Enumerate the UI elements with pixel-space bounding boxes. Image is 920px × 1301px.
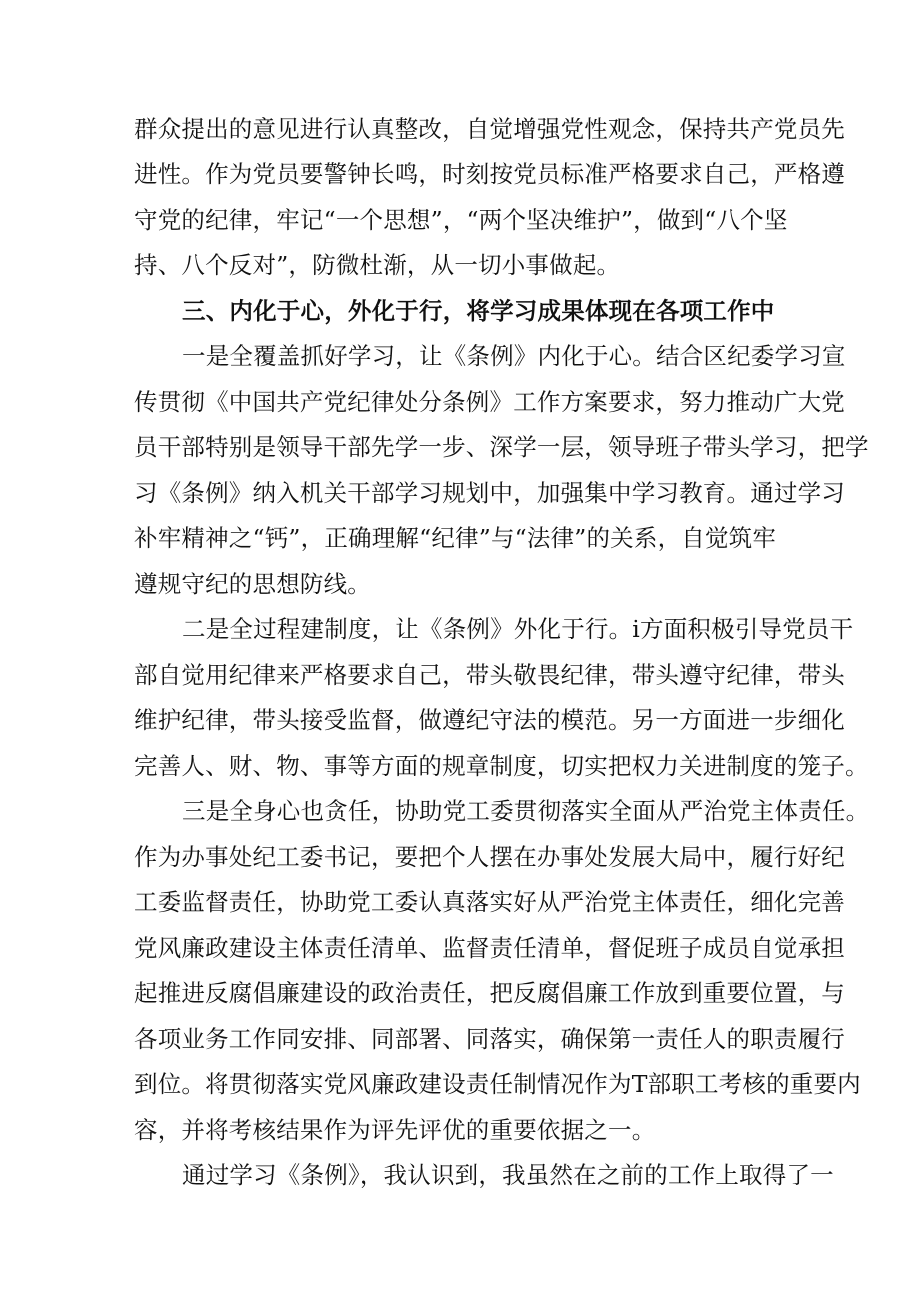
text-line-23: 容，并将考核结果作为评先评优的重要依据之一。 xyxy=(134,1116,656,1144)
text-line-20: 起推进反腐倡廉建设的政治责任，把反腐倡廉工作放到重要位置，与 xyxy=(134,979,845,1007)
text-line-14: 维护纪律，带头接受监督，做遵纪守法的模范。另一方面进一步细化 xyxy=(134,706,845,734)
text-line-11: 遵规守纪的思想防线。 xyxy=(134,570,371,598)
text-line-10: 补牢精神之“钙”，正确理解“纪律”与“法律”的关系，自觉筑牢 xyxy=(134,524,777,552)
text-line-2: 进性。作为党员要警钟长鸣，时刻按党员标准严格要求自己，严格遵 xyxy=(134,160,845,188)
text-line-24: 通过学习《条例》，我认识到，我虽然在之前的工作上取得了一 xyxy=(182,1161,834,1189)
text-line-12: 二是全过程建制度，让《条例》外化于行。i方面积极引导党员干 xyxy=(182,615,854,643)
text-line-8: 员干部特别是领导干部先学一步、深学一层，领导班子带头学习，把学 xyxy=(134,433,869,461)
text-line-13: 部自觉用纪律来严格要求自己，带头敬畏纪律，带头遵守纪律，带头 xyxy=(134,661,845,689)
section-heading: 三、内化于心，外化于行，将学习成果体现在各项工作中 xyxy=(182,297,775,325)
text-line-16: 三是全身心也贪任，协助党工委贯彻落实全面从严治党主体责任。 xyxy=(182,797,870,825)
text-line-4: 持、八个反对”，防微杜渐，从一切小事做起。 xyxy=(134,251,621,279)
text-line-1: 群众提出的意见进行认真整改，自觉增强党性观念，保持共产党员先 xyxy=(134,115,845,143)
text-line-18: 工委监督责任，协助党工委认真落实好从严治党主体责任，细化完善 xyxy=(134,888,845,916)
text-line-7: 传贯彻《中国共产党纪律处分条例》工作方案要求，努力推动广大党 xyxy=(134,388,845,416)
text-line-9: 习《条例》纳入机关干部学习规划中，加强集中学习教育。通过学习 xyxy=(134,479,845,507)
text-line-15: 完善人、财、物、事等方面的规章制度，切实把权力关进制度的笼子。 xyxy=(134,752,869,780)
text-line-19: 党风廉政建设主体责任清单、监督责任清单，督促班子成员自觉承担 xyxy=(134,934,845,962)
text-line-3: 守党的纪律，牢记“一个思想”，“两个坚决维护”，做到“八个坚 xyxy=(134,206,788,234)
text-line-6: 一是全覆盖抓好学习，让《条例》内化于心。结合区纪委学习宣 xyxy=(182,342,846,370)
text-line-17: 作为办事处纪工委书记，要把个人摆在办事处发展大局中，履行好纪 xyxy=(134,843,845,871)
text-line-21: 各项业务工作同安排、同部署、同落实，确保第一责任人的职责履行 xyxy=(134,1025,845,1053)
text-line-22: 到位。将贯彻落实党风廉政建设责任制情况作为T部职工考核的重要内 xyxy=(134,1070,861,1098)
